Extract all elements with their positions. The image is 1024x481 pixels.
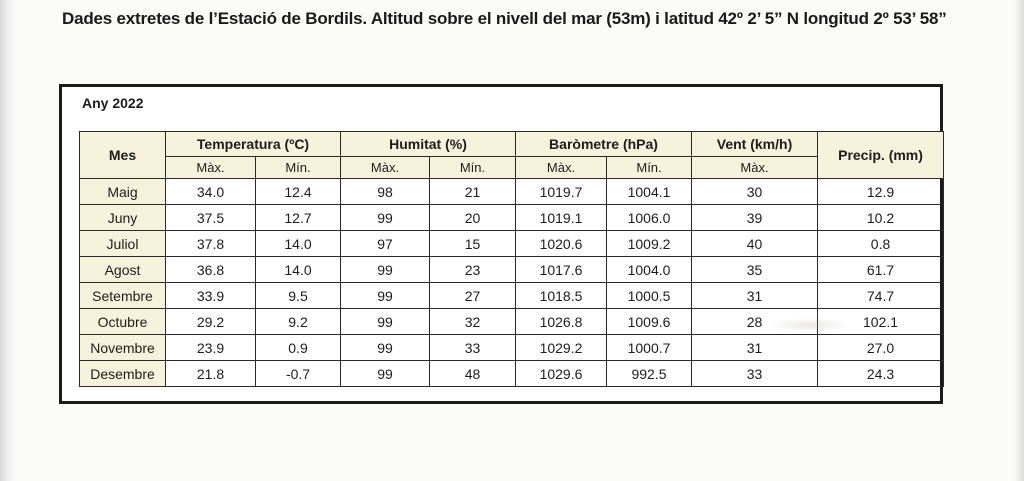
cell-wind-max: 35 <box>692 257 818 283</box>
table-row <box>80 205 944 231</box>
subheader-bar-max: Màx. <box>516 157 607 179</box>
cell-hum-min: 48 <box>430 361 516 387</box>
cell-hum-min: 23 <box>430 257 516 283</box>
header-wind: Vent (km/h) <box>692 132 818 157</box>
cell-precip: 102.1 <box>818 309 944 335</box>
cell-wind-max: 31 <box>692 335 818 361</box>
cell-temp-min: 9.2 <box>256 309 341 335</box>
cell-bar-min: 1004.0 <box>607 257 692 283</box>
subheader-bar-min: Mín. <box>607 157 692 179</box>
table-row <box>80 179 944 205</box>
cell-hum-max: 97 <box>341 231 430 257</box>
cell-wind-max: 39 <box>692 205 818 231</box>
cell-temp-min: 14.0 <box>256 257 341 283</box>
cell-precip: 24.3 <box>818 361 944 387</box>
subheader-temp-min: Mín. <box>256 157 341 179</box>
cell-bar-max: 1026.8 <box>516 309 607 335</box>
cell-precip: 74.7 <box>818 283 944 309</box>
cell-hum-min: 15 <box>430 231 516 257</box>
cell-wind-max: 28 <box>692 309 818 335</box>
cell-wind-max: 30 <box>692 179 818 205</box>
cell-month: Desembre <box>80 361 166 387</box>
header-row-groups <box>80 132 944 157</box>
cell-wind-max: 40 <box>692 231 818 257</box>
cell-temp-max: 34.0 <box>166 179 256 205</box>
cell-hum-max: 99 <box>341 335 430 361</box>
cell-wind-max: 33 <box>692 361 818 387</box>
cell-bar-min: 1004.1 <box>607 179 692 205</box>
header-month: Mes <box>80 132 166 179</box>
weather-data-table <box>79 131 944 387</box>
subheader-wind-max: Màx. <box>692 157 818 179</box>
cell-month: Octubre <box>80 309 166 335</box>
cell-wind-max: 31 <box>692 283 818 309</box>
cell-temp-max: 37.8 <box>166 231 256 257</box>
cell-temp-min: 0.9 <box>256 335 341 361</box>
table-frame <box>59 84 943 404</box>
subheader-hum-max: Màx. <box>341 157 430 179</box>
cell-hum-max: 99 <box>341 205 430 231</box>
header-temperature: Temperatura (ºC) <box>166 132 341 157</box>
table-row <box>80 231 944 257</box>
cell-month: Juliol <box>80 231 166 257</box>
cell-temp-min: 12.4 <box>256 179 341 205</box>
cell-hum-max: 99 <box>341 283 430 309</box>
cell-month: Novembre <box>80 335 166 361</box>
cell-temp-max: 29.2 <box>166 309 256 335</box>
cell-bar-max: 1018.5 <box>516 283 607 309</box>
cell-bar-min: 1000.7 <box>607 335 692 361</box>
cell-precip: 10.2 <box>818 205 944 231</box>
table-row <box>80 361 944 387</box>
cell-bar-max: 1017.6 <box>516 257 607 283</box>
cell-bar-min: 992.5 <box>607 361 692 387</box>
cell-bar-min: 1000.5 <box>607 283 692 309</box>
cell-temp-min: 9.5 <box>256 283 341 309</box>
header-humidity: Humitat (%) <box>341 132 516 157</box>
cell-hum-min: 20 <box>430 205 516 231</box>
cell-precip: 61.7 <box>818 257 944 283</box>
header-row-subcolumns <box>80 157 944 179</box>
cell-month: Maig <box>80 179 166 205</box>
cell-hum-min: 27 <box>430 283 516 309</box>
cell-temp-max: 23.9 <box>166 335 256 361</box>
table-row <box>80 283 944 309</box>
cell-bar-max: 1019.1 <box>516 205 607 231</box>
cell-hum-max: 99 <box>341 257 430 283</box>
cell-hum-max: 98 <box>341 179 430 205</box>
cell-month: Setembre <box>80 283 166 309</box>
cell-month: Juny <box>80 205 166 231</box>
subheader-temp-max: Màx. <box>166 157 256 179</box>
table-row <box>80 257 944 283</box>
document-title: Dades extretes de l’Estació de Bordils. Altitud sobre el nivell del mar (53m) i latitud 42º 2’ 5” N longitud 2º 53’ 58” <box>62 9 947 28</box>
subheader-hum-min: Mín. <box>430 157 516 179</box>
cell-hum-min: 33 <box>430 335 516 361</box>
cell-temp-min: -0.7 <box>256 361 341 387</box>
header-precipitation: Precip. (mm) <box>818 132 944 179</box>
cell-hum-max: 99 <box>341 361 430 387</box>
cell-bar-min: 1006.0 <box>607 205 692 231</box>
header-barometer: Baròmetre (hPa) <box>516 132 692 157</box>
cell-hum-min: 21 <box>430 179 516 205</box>
page-edge-shadow-right <box>1014 0 1024 481</box>
cell-temp-max: 33.9 <box>166 283 256 309</box>
cell-temp-min: 14.0 <box>256 231 341 257</box>
table-row <box>80 335 944 361</box>
cell-precip: 12.9 <box>818 179 944 205</box>
cell-temp-max: 36.8 <box>166 257 256 283</box>
cell-hum-max: 99 <box>341 309 430 335</box>
cell-bar-min: 1009.6 <box>607 309 692 335</box>
cell-precip: 27.0 <box>818 335 944 361</box>
cell-temp-max: 21.8 <box>166 361 256 387</box>
cell-bar-min: 1009.2 <box>607 231 692 257</box>
cell-precip: 0.8 <box>818 231 944 257</box>
table-row <box>80 309 944 335</box>
cell-bar-max: 1029.2 <box>516 335 607 361</box>
cell-temp-min: 12.7 <box>256 205 341 231</box>
cell-temp-max: 37.5 <box>166 205 256 231</box>
year-label: Any 2022 <box>82 95 144 111</box>
cell-month: Agost <box>80 257 166 283</box>
cell-bar-max: 1029.6 <box>516 361 607 387</box>
cell-bar-max: 1019.7 <box>516 179 607 205</box>
page-edge-shadow <box>0 0 14 481</box>
cell-bar-max: 1020.6 <box>516 231 607 257</box>
cell-hum-min: 32 <box>430 309 516 335</box>
